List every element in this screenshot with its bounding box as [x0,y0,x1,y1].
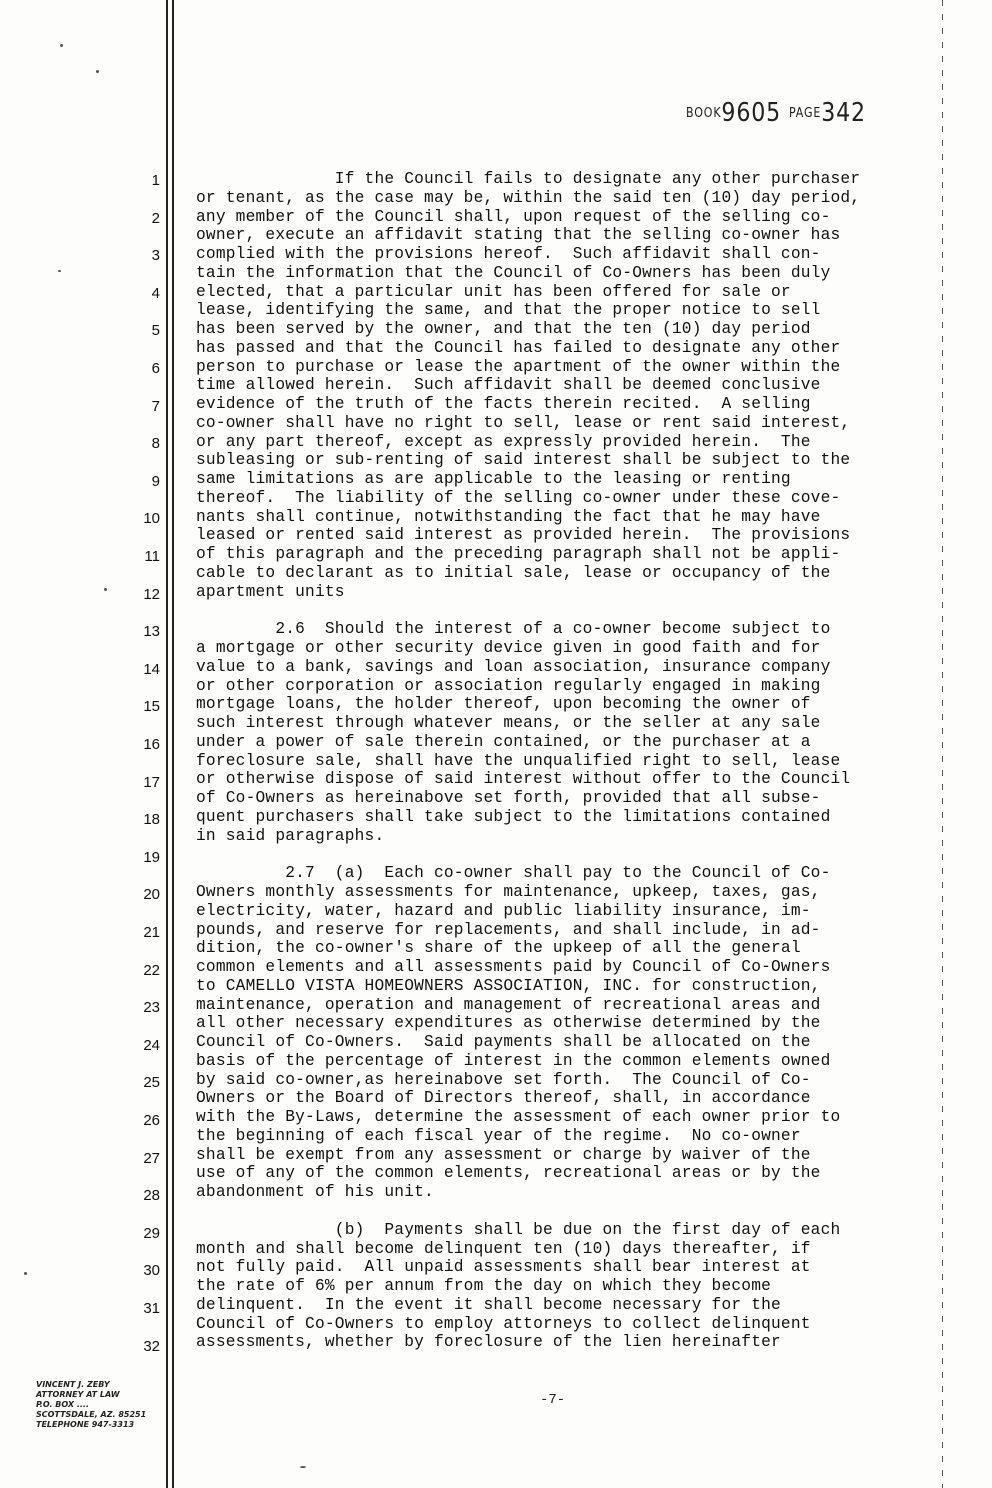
line-number: 30 [143,1262,160,1280]
text-line: shall be exempt from any assessment or charge by waiver of the [196,1145,811,1164]
text-line: apartment units [196,582,345,601]
text-line: has passed and that the Council has failed to designate any other [196,338,841,357]
book-prefix: BOOK [686,106,722,121]
stamp-line: VINCENT J. ZEBY [36,1380,110,1389]
text-line: complied with the provisions hereof. Such affidavit shall con- [196,245,821,263]
text-line: time allowed herein. Such affidavit shall be deemed conclusive [196,376,821,395]
line-number: 10 [143,510,160,528]
text-line: cable to declarant as to initial sale, lease or occupancy of the [196,563,831,582]
text-line: has been served by the owner, and that the ten (10) day period [196,320,811,338]
text-line: month and shall become delinquent ten (10) days thereafter, if [196,1239,811,1258]
text-line: person to purchase or lease the apartment of the owner within the [196,357,841,376]
scan-speck [58,270,61,272]
text-line: pounds, and reserve for replacements, and shall include, in ad- [196,920,821,939]
line-number: 11 [144,548,160,565]
stamp-line: TELEPHONE 947-3313 [36,1420,135,1429]
text-line: lease, identifying the same, and that the proper notice to sell [196,301,821,320]
line-number: 28 [143,1187,160,1205]
line-number: 2 [151,209,160,227]
line-number: 13 [143,623,160,641]
line-number: 1 [151,172,160,189]
attorney-stamp [36,1380,164,1430]
text-line: under a power of sale therein contained, or the purchaser at a [196,732,811,751]
paragraph-gap [196,1202,941,1221]
line-number: 6 [151,360,160,377]
text-line: any member of the Council shall, upon request of the selling co- [196,207,831,226]
text-line: the rate of 6% per annum from the day on which they become [196,1277,772,1295]
page-number: -7- [540,1392,566,1408]
paragraph-gap [196,845,941,864]
left-margin-rule-inner [172,0,174,1488]
line-number: 5 [151,322,160,340]
text-line: to CAMELLO VISTA HOMEOWNERS ASSOCIATION, INC. for construction, [196,976,821,995]
line-number: 16 [143,736,160,753]
text-line: dition, the co-owner's share of the upkeep of all the general [196,939,801,958]
text-line: owner, execute an affidavit stating that the selling co-owner has [196,226,841,245]
page-prefix: PAGE [788,106,822,121]
line-number: 17 [143,773,160,791]
text-line: If the Council fails to designate any other purchaser [196,170,861,188]
paragraph-p2 [196,620,941,845]
text-line: nants shall continue, notwithstanding the fact that he may have [196,507,821,526]
line-number: 20 [143,886,160,904]
line-number: 9 [151,472,160,490]
line-number: 23 [143,999,160,1017]
text-line: delinquent. In the event it shall become necessary for the [196,1295,781,1314]
text-line: or otherwise dispose of said interest without offer to the Council [196,770,851,789]
text-line: or other corporation or association regularly engaged in making [196,676,821,695]
line-number: 8 [151,435,160,453]
stamp-line: SCOTTSDALE, AZ. 85251 [36,1410,147,1419]
line-number: 15 [143,698,160,716]
text-line: electricity, water, hazard and public liability insurance, im- [196,901,811,920]
line-number: 19 [143,848,160,866]
scan-speck [300,1466,306,1468]
text-line: all other necessary expenditures as otherwise determined by the [196,1014,821,1033]
book-page: 342 [821,98,866,128]
recording-reference [686,98,866,128]
text-line: same limitations as are applicable to the leasing or renting [196,470,791,488]
line-number: 26 [143,1112,160,1129]
line-number: 31 [143,1300,160,1317]
text-line: tain the information that the Council of Co-Owners has been duly [196,263,831,282]
text-line: Owners monthly assessments for maintenance, upkeep, taxes, gas, [196,883,821,901]
text-line: mortgage loans, the holder thereof, upon becoming the owner of [196,695,811,714]
text-line: elected, that a particular unit has been offered for sale or [196,282,791,301]
line-number: 29 [143,1224,160,1242]
text-line: value to a bank, savings and loan association, insurance company [196,657,831,676]
text-line: use of any of the common elements, recreational areas or by the [196,1164,821,1183]
text-line: Council of Co-Owners. Said payments shall be allocated on the [196,1033,811,1051]
paragraph-p4 [196,1221,941,1352]
text-line: co-owner shall have no right to sell, lease or rent said interest, [196,413,851,432]
line-number: 25 [143,1074,160,1092]
text-line: basis of the percentage of interest in the common elements owned [196,1051,831,1070]
paragraph-gap [196,601,941,620]
text-line: Council of Co-Owners to employ attorneys to collect delinquent [196,1314,811,1333]
line-number: 4 [151,284,160,302]
text-line: foreclosure sale, shall have the unqualified right to sell, lease [196,751,841,770]
book-number: 9605 [721,98,782,128]
text-line: maintenance, operation and management of recreational areas and [196,995,821,1014]
text-line: leased or rented said interest as provided herein. The provisions [196,526,851,545]
text-line: such interest through whatever means, or the seller at any sale [196,714,821,732]
text-line: with the By-Laws, determine the assessment of each owner prior to [196,1108,841,1126]
scan-speck [24,1272,27,1275]
text-line: (b) Payments shall be due on the first day of each [196,1220,841,1239]
text-line: evidence of the truth of the facts therein recited. A selling [196,395,811,413]
paragraph-p3 [196,864,941,1202]
stamp-line: P.O. BOX .... [36,1400,90,1409]
left-margin-rule [166,0,168,1488]
text-line: 2.7 (a) Each co-owner shall pay to the Council of Co- [196,864,831,883]
text-line: in said paragraphs. [196,826,385,845]
text-line: a mortgage or other security device given in good faith and for [196,639,821,657]
text-line: Owners or the Board of Directors thereof, shall, in accordance [196,1089,811,1108]
line-number: 22 [143,961,160,979]
scan-speck [96,70,99,73]
text-line: by said co-owner,as hereinabove set forth. The Council of Co- [196,1070,811,1089]
scan-speck [104,588,107,591]
text-line: abandonment of his unit. [196,1183,434,1201]
text-line: subleasing or sub-renting of said interest shall be subject to the [196,451,851,470]
line-number: 14 [143,660,160,678]
line-number: 7 [151,397,160,415]
text-line: the beginning of each fiscal year of the regime. No co-owner [196,1126,801,1145]
stamp-line: ATTORNEY AT LAW [36,1390,120,1399]
text-line: common elements and all assessments paid by Council of Co-Owners [196,958,831,976]
text-line: quent purchasers shall take subject to the limitations contained [196,807,831,826]
paragraph-p1 [196,170,941,601]
line-number: 18 [143,811,160,829]
text-line: assessments, whether by foreclosure of the lien hereinafter [196,1333,781,1352]
text-line: of this paragraph and the preceding paragraph shall not be appli- [196,545,841,563]
scan-speck [60,44,63,47]
text-line: not fully paid. All unpaid assessments shall bear interest at [196,1258,811,1277]
right-margin-rule [942,0,943,1488]
text-line: or any part thereof, except as expressly provided herein. The [196,432,811,451]
document-body [196,170,941,1352]
text-line: of Co-Owners as hereinabove set forth, provided that all subse- [196,789,821,807]
text-line: or tenant, as the case may be, within the said ten (10) day period, [196,188,861,207]
line-number: 21 [143,924,160,941]
text-line: 2.6 Should the interest of a co-owner become subject to [196,620,831,639]
line-number: 32 [143,1337,160,1355]
line-number: 24 [143,1036,160,1054]
line-number: 27 [143,1149,160,1167]
line-number: 12 [143,585,160,603]
text-line: thereof. The liability of the selling co-owner under these cove- [196,488,841,507]
line-number: 3 [151,247,160,265]
